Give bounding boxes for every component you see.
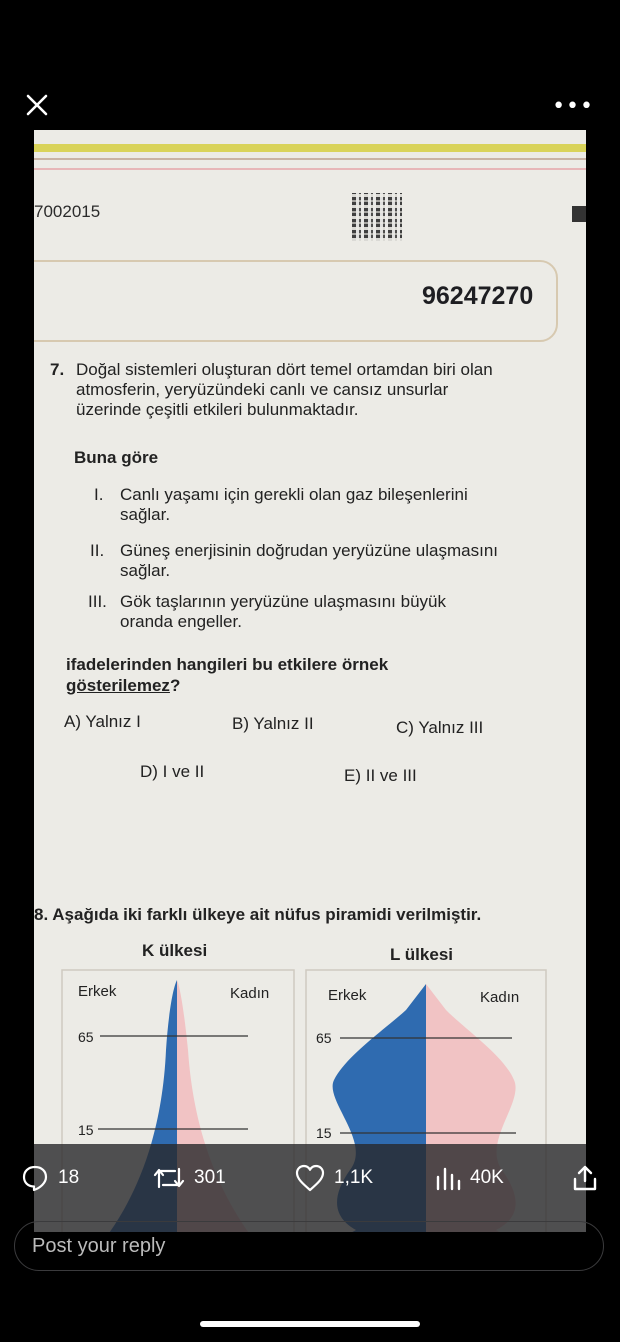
q7-option-b: B) Yalnız II xyxy=(232,714,314,733)
q7-item-num: II. xyxy=(90,541,105,560)
q7-item-line: Güneş enerjisinin doğrudan yeryüzüne ulaşmasını xyxy=(120,541,499,560)
share-button[interactable] xyxy=(570,1163,600,1193)
q7-stem-line: Doğal sistemleri oluşturan dört temel ortamdan biri olan xyxy=(76,360,493,379)
l-title: L ülkesi xyxy=(390,945,453,964)
reply-count: 18 xyxy=(58,1167,80,1188)
home-indicator[interactable] xyxy=(200,1321,420,1327)
q7-item-line: oranda engeller. xyxy=(120,612,242,631)
q7-number: 7. xyxy=(50,360,65,379)
q7-option-d: D) I ve II xyxy=(140,762,205,781)
l-tick-15: 15 xyxy=(316,1125,332,1141)
repost-button[interactable] xyxy=(152,1163,226,1193)
q7-item-num: III. xyxy=(88,592,107,611)
more-options-icon[interactable]: ••• xyxy=(552,94,594,119)
q7-stem-line: üzerinde çeşitli etkileri bulunmaktadır. xyxy=(76,400,359,419)
page-stripe xyxy=(34,158,586,160)
like-count: 1,1K xyxy=(334,1167,374,1188)
reply-icon xyxy=(20,1163,50,1193)
k-tick-15: 15 xyxy=(78,1122,94,1138)
k-tick-65: 65 xyxy=(78,1029,94,1045)
share-icon xyxy=(570,1163,600,1193)
exam-serial: 7002015 xyxy=(34,202,101,221)
views-count: 40K xyxy=(470,1167,504,1188)
like-icon xyxy=(294,1163,326,1193)
exam-code: 96247270 xyxy=(422,282,534,310)
q7-option-c: C) Yalnız III xyxy=(396,718,484,737)
q7-item-line: Canlı yaşamı için gerekli olan gaz bileşenlerini xyxy=(120,485,468,504)
page-mark xyxy=(572,206,586,222)
page-stripe xyxy=(34,168,586,170)
close-icon[interactable] xyxy=(24,92,50,118)
page-stripe xyxy=(34,144,586,152)
tweet-photo[interactable] xyxy=(34,130,586,1232)
q7-item-line: Gök taşlarının yeryüzüne ulaşmasını büyük xyxy=(120,592,446,611)
q7-stem-line: atmosferin, yeryüzündeki canlı ve cansız unsurlar xyxy=(76,380,449,399)
q7-option-a: A) Yalnız I xyxy=(64,712,141,731)
l-male-label: Erkek xyxy=(328,987,367,1004)
qr-code-icon xyxy=(352,193,402,241)
k-title: K ülkesi xyxy=(142,941,208,960)
q7-lead: Buna göre xyxy=(74,448,159,467)
k-male-label: Erkek xyxy=(78,983,117,1000)
l-female-label: Kadın xyxy=(480,989,520,1006)
repost-icon xyxy=(152,1163,186,1193)
q8-text: 8. Aşağıda iki farklı ülkeye ait nüfus piramidi verilmiştir. xyxy=(34,905,482,924)
q7-option-e: E) II ve III xyxy=(344,766,417,785)
l-tick-65: 65 xyxy=(316,1030,332,1046)
q7-ask-qmark: ? xyxy=(169,676,181,695)
k-female-label: Kadın xyxy=(230,985,270,1002)
q7-ask-end xyxy=(66,676,180,696)
repost-count: 301 xyxy=(194,1167,226,1188)
reply-placeholder: Post your reply xyxy=(32,1235,166,1257)
q7-ask: ifadelerinden hangileri bu etkilere örnek xyxy=(66,655,389,674)
q7-ask-underlined: gösterilemez xyxy=(66,676,170,695)
views-button[interactable] xyxy=(434,1163,504,1193)
q7-item-line: sağlar. xyxy=(120,561,171,580)
q7-item-num: I. xyxy=(94,485,104,504)
reply-button[interactable] xyxy=(20,1163,79,1193)
like-button[interactable] xyxy=(294,1163,373,1193)
views-icon xyxy=(434,1163,462,1193)
q7-item-line: sağlar. xyxy=(120,505,171,524)
